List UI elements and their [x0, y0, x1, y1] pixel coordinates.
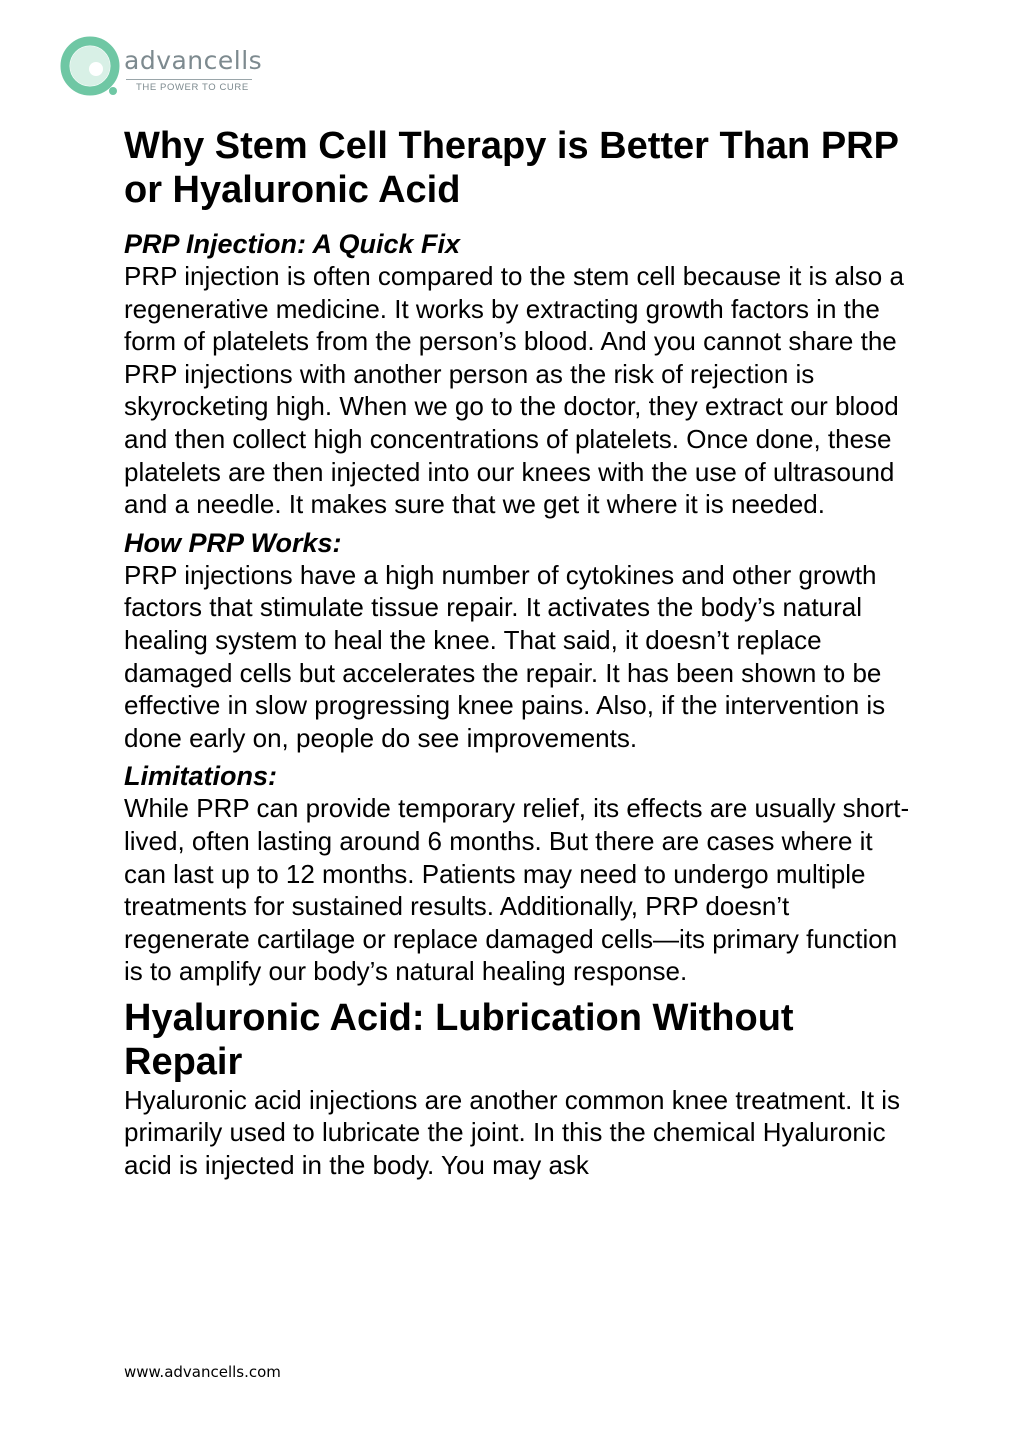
article-content — [124, 124, 914, 1182]
section-heading-prp-injection: PRP Injection: A Quick Fix — [124, 229, 461, 259]
page-title: Why Stem Cell Therapy is Better Than PRP or Hyaluronic Acid — [124, 125, 899, 211]
section-body-limitations: While PRP can provide temporary relief, its effects are usually short-lived, often lasting around 6 months. But there are cases where it can last up to 12 months. Patients may need to undergo multiple treatments for sustained results. Additionally, PRP doesn’t regenerate cartilage or replace damaged cells—its primary function is to amplify our body’s natural healing response. — [124, 793, 910, 987]
section-body-hyaluronic-acid: Hyaluronic acid injections are another common knee treatment. It is primarily used to lubricate the joint. In this the chemical Hyaluronic acid is injected in the body. You may ask — [124, 1084, 901, 1181]
logo-mark-icon — [58, 36, 122, 100]
logo-name: advancells — [124, 46, 263, 75]
logo-divider — [126, 79, 252, 80]
section-heading-limitations: Limitations: — [124, 761, 277, 792]
footer-website-link[interactable]: www.advancells.com — [124, 1363, 281, 1381]
section-body-how-prp-works: PRP injections have a high number of cytokines and other growth factors that stimulate tissue repair. It activates the body’s natural healing system to heal the knee. That said, it doesn’t replace damaged cells but accelerates the repair. It has been shown to be effective in slow progressing knee pains. Also, if the intervention is done early on, people do see improvements. — [124, 559, 886, 753]
section-heading-hyaluronic-acid: Hyaluronic Acid: Lubrication Without Repair — [124, 996, 794, 1083]
advancells-logo — [58, 36, 263, 100]
section-heading-how-prp-works: How PRP Works: — [124, 527, 342, 558]
section-body-prp-injection: PRP injection is often compared to the stem cell because it is also a regenerative medicine. It works by extracting growth factors in the form of platelets from the person’s blood. And you cannot share the PRP injections with another person as the risk of rejection is skyrocketing high. When we go to the doctor, they extract our blood and then collect high concentrations of platelets. Once done, these platelets are then injected into our knees with the use of ultrasound and a needle. It makes sure that we get it where it is needed. — [124, 261, 904, 520]
logo-tagline: THE POWER TO CURE — [136, 82, 249, 93]
